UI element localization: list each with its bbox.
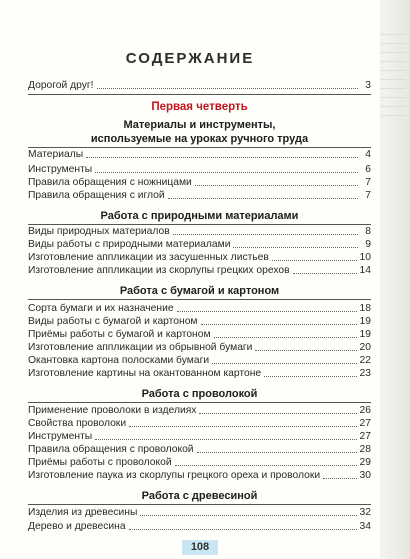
toc-entry [28, 163, 371, 176]
entry-page: 32 [359, 507, 371, 518]
leader-dots [175, 464, 357, 466]
entry-title: Изделия из древесины [28, 507, 138, 518]
leader-dots [272, 259, 357, 261]
entry-page: 28 [359, 444, 371, 455]
section-heading-line: Материалы и инструменты, [123, 119, 276, 131]
entry-title: Изготовление картины на окантованном картоне [28, 368, 262, 379]
entry-page: 3 [365, 80, 371, 91]
entry-page: 4 [365, 149, 371, 160]
leader-dots [86, 156, 358, 158]
section-heading-line: используемые на уроках ручного труда [90, 133, 309, 145]
leader-dots [140, 514, 356, 516]
leader-dots [199, 412, 356, 414]
entry-title: Дорогой друг! [28, 80, 94, 91]
entry-page: 6 [365, 164, 371, 175]
entry-page: 29 [359, 457, 371, 468]
leader-dots [129, 528, 357, 530]
entry-page: 9 [365, 239, 371, 250]
toc-entry [28, 238, 371, 251]
section-heading: Работа с природными материалами [100, 210, 299, 222]
entry-title: Материалы [28, 149, 84, 160]
entry-title: Сорта бумаги и их назначение [28, 303, 174, 314]
leader-dots [95, 171, 358, 173]
toc-entry [28, 456, 371, 469]
next-page-edge [380, 0, 410, 559]
toc-entry [28, 264, 371, 277]
entry-title: Окантовка картона полосками бумаги [28, 355, 210, 366]
leader-dots [95, 438, 356, 440]
toc-entry-intro [28, 79, 371, 92]
section-heading: Работа с древесиной [141, 490, 258, 502]
entry-title: Правила обращения с проволокой [28, 444, 194, 455]
leader-dots [233, 246, 358, 248]
toc-entry [28, 251, 371, 264]
leader-dots [323, 477, 356, 479]
entry-page: 7 [365, 177, 371, 188]
leader-dots [293, 272, 357, 274]
leader-dots [264, 375, 356, 377]
divider [28, 94, 371, 95]
leader-dots [177, 310, 357, 312]
leader-dots [129, 425, 356, 427]
entry-title: Инструменты [28, 164, 93, 175]
entry-title: Приёмы работы с проволокой [28, 457, 172, 468]
leader-dots [214, 336, 357, 338]
toc-entry [28, 430, 371, 443]
toc-entry [28, 341, 371, 354]
toc-entry [28, 302, 371, 315]
toc-entry [28, 189, 371, 202]
toc-entry [28, 520, 371, 533]
leader-dots [255, 349, 356, 351]
entry-page: 19 [359, 329, 371, 340]
entry-title: Инструменты [28, 431, 93, 442]
toc-entry [28, 506, 371, 519]
entry-page: 22 [359, 355, 371, 366]
entry-title: Виды работы с бумагой и картоном [28, 316, 198, 327]
entry-page: 19 [359, 316, 371, 327]
entry-title: Виды природных материалов [28, 226, 170, 237]
toc-entry [28, 328, 371, 341]
leader-dots [197, 451, 357, 453]
toc-entry [28, 404, 371, 417]
divider [28, 299, 371, 300]
entry-page: 7 [365, 190, 371, 201]
contents-heading: СОДЕРЖАНИЕ [125, 50, 255, 67]
page-number-badge: 108 [182, 540, 218, 555]
entry-title: Изготовление паука из скорлупы грецкого ореха и проволоки [28, 470, 321, 481]
entry-title: Изготовление аппликации из обрывной бумаги [28, 342, 253, 353]
toc-entry [28, 315, 371, 328]
section-heading [28, 118, 371, 146]
toc-entry [28, 367, 371, 380]
leader-dots [212, 362, 356, 364]
section-heading: Работа с бумагой и картоном [119, 285, 280, 297]
bleed-through-text [380, 34, 406, 124]
leader-dots [168, 197, 358, 199]
entry-page: 27 [359, 418, 371, 429]
leader-dots [173, 233, 358, 235]
toc-entry [28, 469, 371, 482]
entry-page: 20 [359, 342, 371, 353]
entry-page: 14 [359, 265, 371, 276]
entry-page: 10 [359, 252, 371, 263]
leader-dots [201, 323, 357, 325]
toc-entry [28, 225, 371, 238]
divider [28, 504, 371, 505]
entry-title: Приёмы работы с бумагой и картоном [28, 329, 211, 340]
toc-entry [28, 443, 371, 456]
entry-page: 30 [359, 470, 371, 481]
entry-title: Дерево и древесина [28, 521, 126, 532]
entry-page: 26 [359, 405, 371, 416]
leader-dots [195, 184, 358, 186]
toc-entry [28, 354, 371, 367]
entry-page: 34 [359, 521, 371, 532]
entry-title: Изготовление аппликации из скорлупы грецких орехов [28, 265, 290, 276]
entry-title: Применение проволоки в изделиях [28, 405, 197, 416]
entry-title: Виды работы с природными материалами [28, 239, 231, 250]
entry-title: Правила обращения с ножницами [28, 177, 192, 188]
toc-entry [28, 148, 371, 161]
toc-entry [28, 417, 371, 430]
entry-page: 23 [359, 368, 371, 379]
toc-entry [28, 176, 371, 189]
section-heading: Работа с проволокой [141, 388, 258, 400]
entry-page: 18 [359, 303, 371, 314]
entry-title: Изготовление аппликации из засушенных листьев [28, 252, 269, 263]
entry-title: Правила обращения с иглой [28, 190, 165, 201]
entry-title: Свойства проволоки [28, 418, 127, 429]
leader-dots [97, 87, 358, 89]
entry-page: 27 [359, 431, 371, 442]
divider [28, 402, 371, 403]
quarter-heading: Первая четверть [151, 101, 248, 113]
entry-page: 8 [365, 226, 371, 237]
